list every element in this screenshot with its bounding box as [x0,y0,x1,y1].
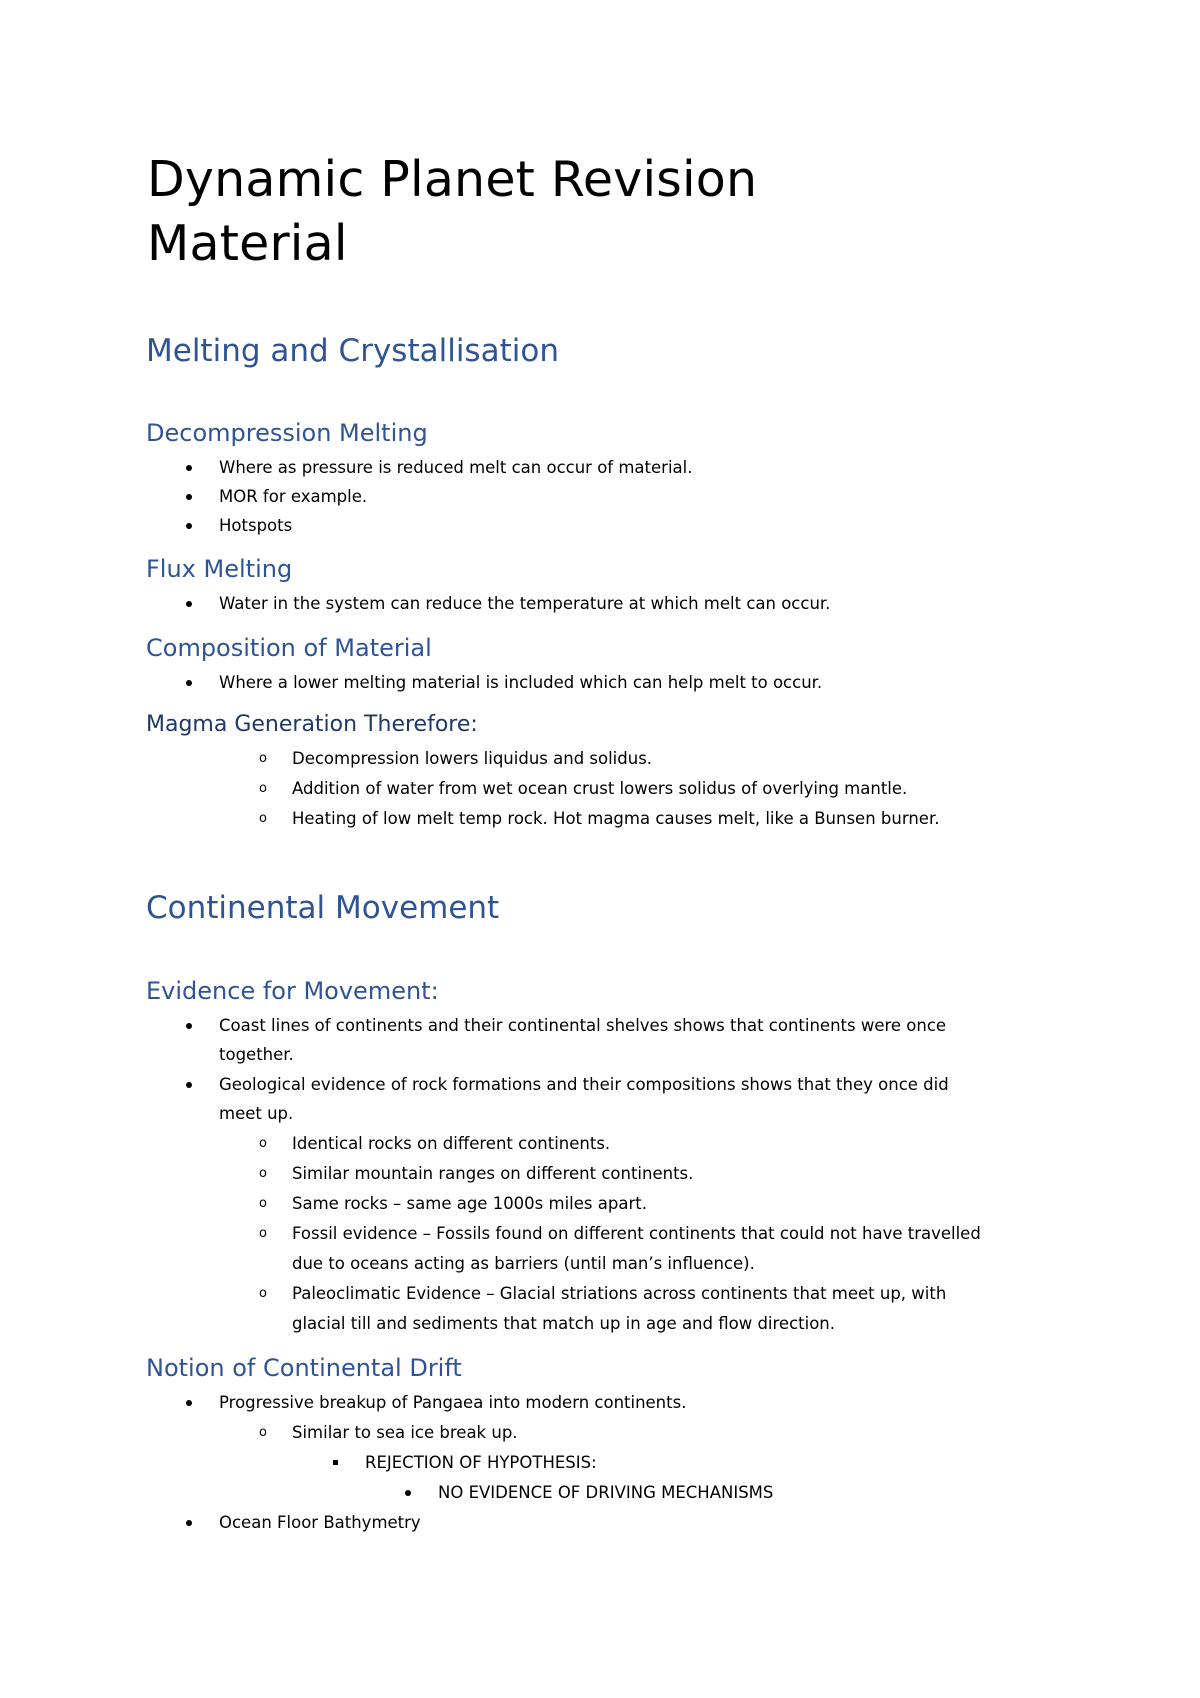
list-item: Hotspots [219,516,293,535]
bullet-circle-icon: o [259,1166,267,1181]
document-title-line-1: Dynamic Planet Revision [147,151,758,208]
list-item: Geological evidence of rock formations and their compositions shows that they once did [219,1075,949,1094]
bullet-circle-icon: o [259,1425,267,1440]
list-item: Water in the system can reduce the temperature at which melt can occur. [219,594,831,613]
bullet-circle-icon: o [259,1226,267,1241]
list-item: Similar to sea ice break up. [292,1423,518,1442]
subheading-notion-of-continental-drift: Notion of Continental Drift [146,1354,462,1382]
list-item: Paleoclimatic Evidence – Glacial striations across continents that meet up, with [292,1284,947,1303]
list-item: MOR for example. [219,487,368,506]
list-item: Identical rocks on different continents. [292,1134,611,1153]
list-item: NO EVIDENCE OF DRIVING MECHANISMS [438,1483,774,1502]
bullet-circle-icon: o [259,751,267,766]
list-item: Addition of water from wet ocean crust lowers solidus of overlying mantle. [292,779,908,798]
subheading-flux-melting: Flux Melting [146,555,293,583]
list-item-continuation: together. [219,1045,294,1064]
list-item-continuation: due to oceans acting as barriers (until man’s influence). [292,1254,755,1273]
subheading-magma-generation: Magma Generation Therefore: [146,712,478,737]
list-item-continuation: meet up. [219,1104,294,1123]
list-item: Same rocks – same age 1000s miles apart. [292,1194,647,1213]
list-item: Decompression lowers liquidus and solidus. [292,749,653,768]
list-item-continuation: glacial till and sediments that match up in age and flow direction. [292,1314,836,1333]
bullet-dot-icon [405,1490,411,1496]
bullet-dot-icon [186,1023,192,1029]
list-item: Progressive breakup of Pangaea into modern continents. [219,1393,687,1412]
list-item: Where a lower melting material is included which can help melt to occur. [219,673,823,692]
bullet-circle-icon: o [259,781,267,796]
bullet-circle-icon: o [259,1136,267,1151]
list-item: REJECTION OF HYPOTHESIS: [365,1453,597,1472]
bullet-dot-icon [186,680,192,686]
list-item: Heating of low melt temp rock. Hot magma causes melt, like a Bunsen burner. [292,809,940,828]
bullet-dot-icon [186,1082,192,1088]
subheading-evidence-for-movement: Evidence for Movement: [146,977,439,1005]
heading-melting-crystallisation: Melting and Crystallisation [146,333,559,369]
list-item: Fossil evidence – Fossils found on different continents that could not have travelled [292,1224,981,1243]
subheading-decompression-melting: Decompression Melting [146,419,428,447]
bullet-circle-icon: o [259,1286,267,1301]
subheading-composition-of-material: Composition of Material [146,634,432,662]
bullet-dot-icon [186,494,192,500]
bullet-circle-icon: o [259,811,267,826]
bullet-square-icon [333,1460,338,1465]
bullet-circle-icon: o [259,1196,267,1211]
bullet-dot-icon [186,465,192,471]
bullet-dot-icon [186,523,192,529]
heading-continental-movement: Continental Movement [146,890,500,926]
list-item: Similar mountain ranges on different continents. [292,1164,694,1183]
bullet-dot-icon [186,1520,192,1526]
bullet-dot-icon [186,601,192,607]
list-item: Where as pressure is reduced melt can occur of material. [219,458,693,477]
list-item: Ocean Floor Bathymetry [219,1513,421,1532]
document-title-line-2: Material [147,215,348,272]
bullet-dot-icon [186,1400,192,1406]
list-item: Coast lines of continents and their continental shelves shows that continents were once [219,1016,947,1035]
